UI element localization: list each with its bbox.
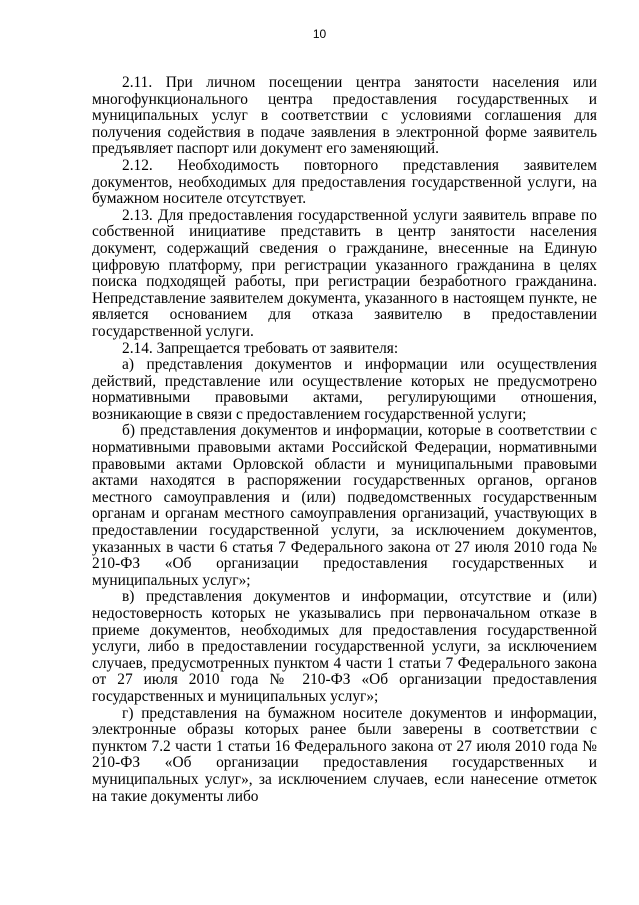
paragraph-item-g: г) представления на бумажном носителе документов и информации, электронные образы которых ранее были заверены в соответствии с пунктом 7.2 части 1 статьи 16 Федерального закона от 27 июля 2010 года № 210-ФЗ «Об организации предоставления государственных и муниципальных услуг», за исключением случаев, если нанесение отметок на такие документы либо <box>92 704 597 805</box>
paragraph-item-a: а) представления документов и информации или осуществления действий, представление или осуществление которых не предусмотрено нормативными правовыми актами, регулирующими отношения, возникающие в связи с предоставлением государственной услуги; <box>92 356 597 423</box>
paragraph-2-14: 2.14. Запрещается требовать от заявителя: <box>122 339 399 357</box>
document-body <box>92 75 597 805</box>
page-number: 10 <box>312 27 327 41</box>
paragraph-item-b: б) представления документов и информации, которые в соответствии с нормативными правовыми актами Российской Федерации, нормативными правовыми актами Орловской области и муниципальными правовыми актами находятся в распоряжении государственных органов, органов местного самоуправления и (или) подведомственных государственным органам и органам местного самоуправления организаций, участвующих в предоставлении государственной услуги, за исключением документов, указанных в части 6 статья 7 Федерального закона от 27 июля 2010 года № 210-ФЗ «Об организации предоставления государственных и муниципальных услуг»; <box>92 422 597 589</box>
paragraph-item-v: в) представления документов и информации, отсутствие и (или) недостоверность которых не указывались при первоначальном отказе в приеме документов, необходимых для предоставления государственной услуги, либо в предоставлении государственной услуги, за исключением случаев, предусмотренных пунктом 4 части 1 статьи 7 Федерального закона от 27 июля 2010 года № 210-ФЗ «Об организации предоставления государственных и муниципальных услуг»; <box>92 588 597 705</box>
paragraph-2-11: 2.11. При личном посещении центра занятости населения или многофункционального центра предоставления государственных и муниципальных услуг в соответствии с условиями соглашения для получения содействия в подаче заявления в электронной форме заявитель предъявляет паспорт или документ его заменяющий. <box>92 74 597 158</box>
paragraph-2-12: 2.12. Необходимость повторного представления заявителем документов, необходимых для предоставления государственной услуги, на бумажном носителе отсутствует. <box>92 156 597 208</box>
paragraph-2-13: 2.13. Для предоставления государственной услуги заявитель вправе по собственной инициативе представить в центр занятости населения документ, содержащий сведения о гражданине, внесенные на Единую цифровую платформу, при регистрации указанного гражданина в целях поиска подходящей работы, при регистрации безработного гражданина. Непредставление заявителем документа, указанного в настоящем пункте, не является основанием для отказа заявителю в предоставлении государственной услуги. <box>92 206 597 340</box>
